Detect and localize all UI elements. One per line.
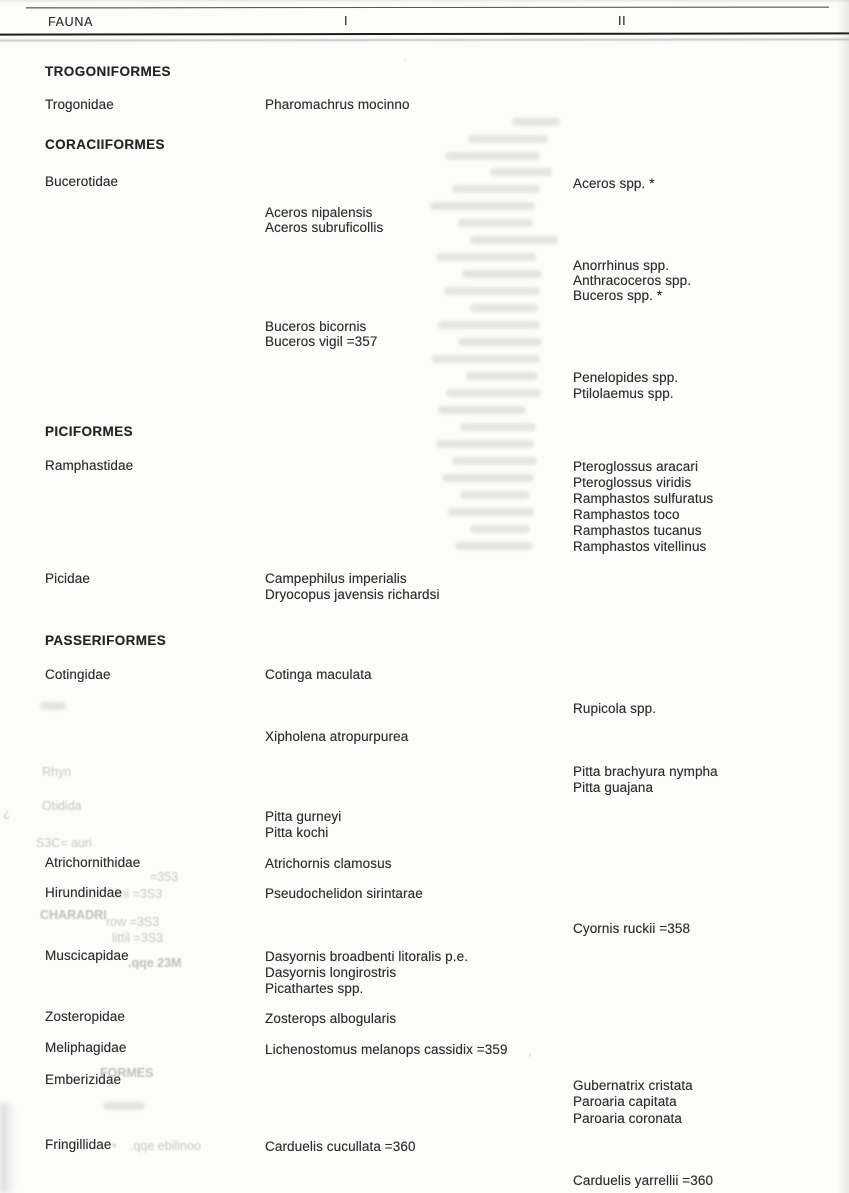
appendix-ii-species: Buceros spp. *	[573, 288, 663, 303]
family-name: Muscicapidae	[45, 948, 129, 963]
family-name: Bucerotidae	[45, 174, 119, 189]
bleed-through-line	[430, 202, 535, 210]
bleed-through-line	[442, 474, 534, 482]
appendix-ii-species: Anorrhinus spp.	[573, 258, 670, 273]
bleed-through-text: mi =3S3	[116, 887, 163, 901]
header-appendix-i-label: I	[344, 14, 349, 28]
order-heading: CORACIIFORMES	[45, 137, 165, 152]
appendix-i-species: Picathartes spp.	[265, 981, 364, 996]
bleed-through-line	[458, 219, 533, 227]
family-name: Trogonidae	[45, 97, 114, 112]
bleed-through-line	[445, 152, 540, 160]
bleed-through-text: .	[403, 50, 407, 64]
bleed-through-text: Rhyn	[42, 765, 72, 779]
family-name: Zosteropidae	[45, 1009, 125, 1024]
appendix-ii-species: Gubernatrix cristata	[573, 1078, 693, 1093]
bleed-through-text: S3C= auri	[36, 836, 92, 850]
appendix-i-species: Aceros nipalensis	[265, 205, 373, 220]
bleed-through-text: row =3S3	[106, 915, 160, 929]
bleed-through-line	[460, 423, 536, 431]
bleed-through-line	[512, 118, 560, 126]
order-heading: PASSERIFORMES	[45, 633, 167, 648]
bleed-through-text: ¿	[3, 806, 11, 820]
appendix-i-species: Atrichornis clamosus	[265, 856, 392, 871]
bleed-through-line	[452, 457, 537, 465]
bleed-through-line	[438, 321, 540, 329]
family-name: Meliphagidae	[45, 1040, 127, 1055]
bleed-through-text: .qqe 23M	[128, 956, 182, 970]
appendix-i-species: Dasyornis broadbenti litoralis p.e.	[265, 949, 469, 964]
header-rule-scan-echo	[0, 38, 849, 41]
bleed-through-text: .qqe ebilinoo	[130, 1139, 201, 1153]
bleed-through-line	[462, 270, 542, 278]
bleed-through-line	[446, 389, 541, 397]
bleed-through-line	[103, 1102, 145, 1110]
appendix-i-species: Xipholena atropurpurea	[265, 729, 409, 744]
bleed-through-line	[470, 236, 558, 244]
appendix-ii-species: Pteroglossus aracari	[573, 459, 699, 474]
scan-corner-smudge	[0, 1103, 16, 1193]
appendix-ii-species: Ramphastos tucanus	[573, 523, 702, 538]
header-top-rule	[26, 7, 829, 9]
bleed-through-line	[490, 168, 552, 176]
header-appendix-ii-label: II	[618, 14, 627, 28]
scan-top-shadow	[0, 0, 849, 3]
appendix-i-species: Buceros vigil =357	[265, 334, 378, 349]
bleed-through-text: Otidida	[42, 799, 82, 813]
appendix-ii-species: Pteroglossus viridis	[573, 475, 692, 490]
appendix-i-species: Pharomachrus mocinno	[265, 97, 410, 112]
appendix-ii-species: Paroaria capitata	[573, 1094, 677, 1109]
bleed-through-text: CHARADRI	[40, 908, 107, 922]
header-bottom-rule	[0, 32, 849, 36]
bleed-through-line	[436, 440, 534, 448]
scan-edge-shadow	[837, 0, 849, 1193]
appendix-ii-species: Aceros spp. *	[573, 176, 655, 191]
appendix-ii-species: Penelopides spp.	[573, 370, 679, 385]
appendix-ii-species: Ramphastos vitellinus	[573, 539, 707, 554]
bleed-through-text: littil =3S3	[112, 931, 164, 945]
appendix-ii-species: Ramphastos toco	[573, 507, 680, 522]
bleed-through-line	[470, 304, 538, 312]
appendix-ii-species: Carduelis yarrellii =360	[573, 1173, 714, 1188]
bleed-through-line	[468, 135, 548, 143]
appendix-i-species: Carduelis cucullata =360	[265, 1139, 416, 1154]
bleed-through-line	[458, 338, 542, 346]
bleed-through-line	[470, 525, 530, 533]
bleed-through-line	[460, 491, 530, 499]
header-fauna-label: FAUNA	[48, 15, 94, 29]
appendix-ii-species: Ptilolaemus spp.	[573, 386, 674, 401]
bleed-through-text: *	[112, 1141, 117, 1155]
appendix-ii-species: Pitta brachyura nympha	[573, 764, 718, 779]
bleed-through-text: ,	[528, 1044, 532, 1058]
bleed-through-line	[455, 542, 533, 550]
family-name: Atrichornithidae	[45, 855, 141, 870]
bleed-through-line	[466, 372, 538, 380]
bleed-through-line	[40, 702, 66, 710]
bleed-through-line	[448, 508, 534, 516]
family-name: Fringillidae	[45, 1137, 112, 1152]
order-heading: PICIFORMES	[45, 424, 134, 439]
family-name: Hirundinidae	[45, 885, 122, 900]
appendix-i-species: Pitta kochi	[265, 825, 329, 840]
bleed-through-line	[432, 355, 540, 363]
family-name: Cotingidae	[45, 667, 111, 682]
appendix-i-species: Dryocopus javensis richardsi	[265, 587, 440, 602]
appendix-ii-species: Anthracoceros spp.	[573, 273, 692, 288]
appendix-i-species: Cotinga maculata	[265, 667, 372, 682]
order-heading: TROGONIFORMES	[45, 64, 171, 79]
appendix-i-species: Dasyornis longirostris	[265, 965, 397, 980]
appendix-i-species: Campephilus imperialis	[265, 571, 407, 586]
appendix-i-species: Buceros bicornis	[265, 319, 367, 334]
bleed-through-text: =353	[150, 870, 179, 884]
appendix-ii-species: Ramphastos sulfuratus	[573, 491, 714, 506]
bleed-through-line	[438, 406, 526, 414]
bleed-through-text: FORMES	[100, 1066, 154, 1080]
appendix-ii-species: Rupicola spp.	[573, 701, 657, 716]
appendix-ii-species: Paroaria coronata	[573, 1111, 683, 1126]
bleed-through-line	[452, 185, 540, 193]
appendix-i-species: Lichenostomus melanops cassidix =359	[265, 1042, 508, 1057]
appendix-i-species: Pseudochelidon sirintarae	[265, 886, 423, 901]
appendix-i-species: Pitta gurneyi	[265, 809, 342, 824]
bleed-through-line	[436, 253, 536, 261]
bleed-through-line	[444, 287, 540, 295]
appendix-ii-species: Pitta guajana	[573, 780, 654, 795]
family-name: Emberizidae	[45, 1072, 122, 1087]
appendix-ii-species: Cyornis ruckii =358	[573, 921, 691, 936]
family-name: Ramphastidae	[45, 458, 134, 473]
appendix-i-species: Zosterops albogularis	[265, 1011, 397, 1026]
family-name: Picidae	[45, 571, 90, 586]
appendix-i-species: Aceros subruficollis	[265, 220, 384, 235]
